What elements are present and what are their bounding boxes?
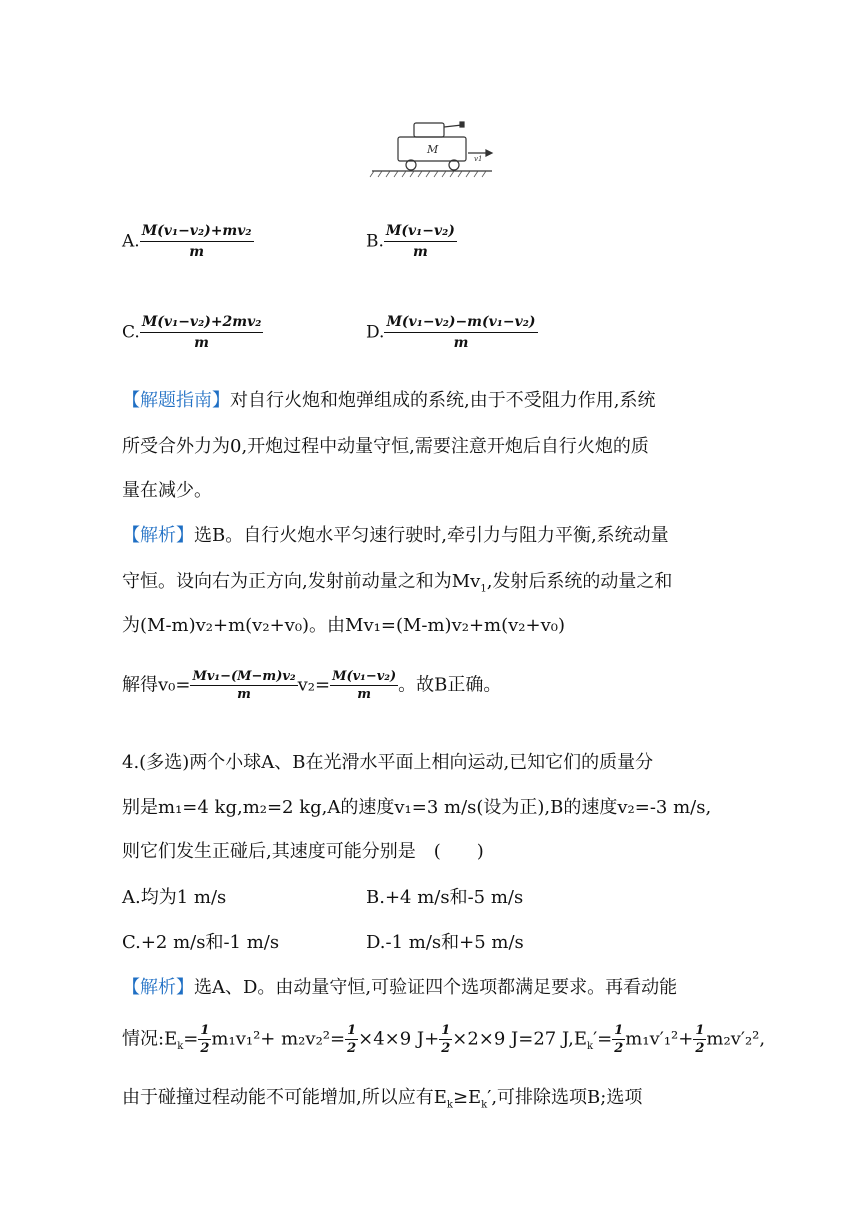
tank-turret: [414, 123, 444, 137]
analysis1-line-1: 【解析】选B。自行火炮水平匀速行驶时,牵引力与阻力平衡,系统动量: [122, 525, 669, 546]
option-a: A. $\frac{\text{M(v₁−v₂)+mv₂}}{m}$: [122, 223, 252, 260]
option-b: B. $\frac{\text{M(v₁−v₂)}}{m}$: [366, 223, 455, 260]
q4-line-1: 4.(多选)两个小球A、B在光滑水平面上相向运动,已知它们的质量分: [122, 752, 654, 773]
analysis2-line-1: 【解析】选A、D。由动量守恒,可验证四个选项都满足要求。再看动能: [122, 977, 678, 998]
guide-line-3: 量在减少。: [122, 480, 212, 501]
analysis1-line-2: 守恒。设向右为正方向,发射前动量之和为$Mv_1$,发射后系统的动量之和: [122, 571, 673, 595]
velocity-label: v1: [474, 155, 483, 163]
guide-line-2: 所受合外力为0,开炮过程中动量守恒,需要注意开炮后自行火炮的质: [122, 436, 649, 457]
tank-barrel: [444, 125, 462, 127]
analysis2-tag: 【解析】: [122, 977, 194, 998]
q4-line-2: 别是m₁=4 kg,m₂=2 kg,A的速度v₁=3 m/s(设为正),B的速度v₂=-3 m/s,: [122, 797, 712, 818]
guide-line-1: 【解题指南】对自行火炮和炮弹组成的系统,由于不受阻力作用,系统: [122, 390, 656, 411]
q4-option-c: C.+2 m/s和-1 m/s: [122, 932, 280, 953]
analysis2-line-2: 情况$:E_k=$ $\frac{1}{2}$ m₁v₁²+ m₂v₂²= $\frac{1}{2}$ ×4×9 J+ $\frac{1}{2}$ ×2×9 J=27 $J,E_k'=$ $\frac{1}{2}$ m₁v′₁²+ $\frac{1}{2}$ m₂v′₂²,: [122, 1023, 766, 1056]
q4-option-d: D.-1 m/s和+5 m/s: [366, 932, 524, 953]
option-d: D. $\frac{\text{M(v₁−v₂)−m(v₁−v₂)}}{m}$: [366, 314, 536, 351]
q4-line-3: 则它们发生正碰后,其速度可能分别是 ( ): [122, 841, 484, 862]
q4-option-a: A.均为1 m/s: [122, 887, 227, 908]
analysis1-line-3: 为(M-m)v₂+m(v₂+v₀)。由Mv₁=(M-m)v₂+m(v₂+v₀): [122, 615, 566, 636]
mass-label: M: [427, 143, 439, 156]
guide-tag: 【解题指南】: [122, 390, 230, 411]
analysis2-line-3: 由于碰撞过程动能不可能增加,所以应有$E_k\ge E_k'$,可排除选项B;选项: [122, 1087, 643, 1111]
option-c: C. $\frac{\text{M(v₁−v₂)+2mv₂}}{m}$: [122, 314, 262, 351]
analysis1-tag: 【解析】: [122, 525, 194, 546]
analysis1-solve: 解得v₀= $\frac{\text{Mv₁−(M−m)v₂}}{m}$ v₂= $\frac{\text{M(v₁−v₂)}}{m}$ 。故B正确。: [122, 669, 502, 702]
tank-figure: [368, 115, 496, 181]
q4-option-b: B.+4 m/s和-5 m/s: [366, 887, 524, 908]
